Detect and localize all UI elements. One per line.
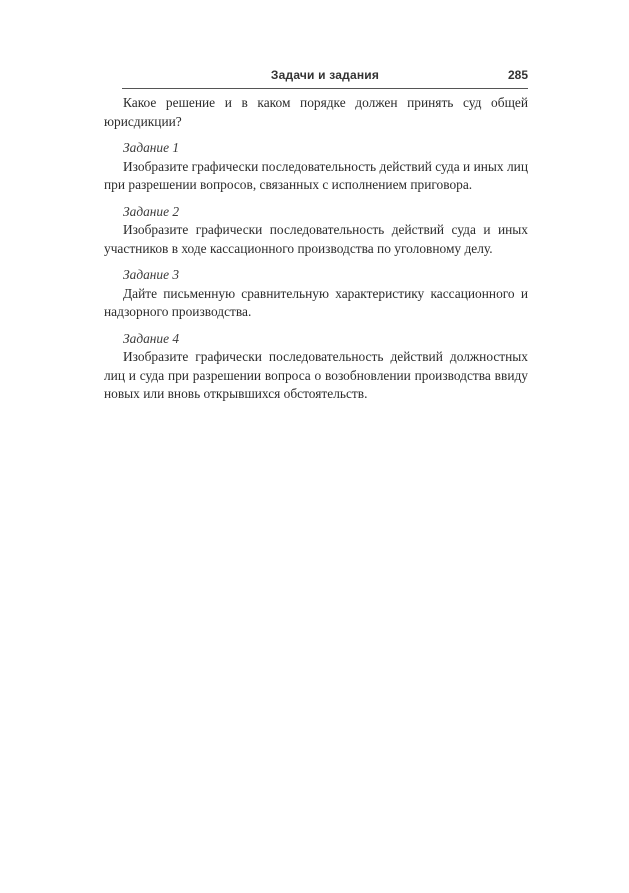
task-title: Задание 3 <box>123 267 180 282</box>
task-2 <box>104 203 528 259</box>
header-title: Задачи и задания <box>270 68 380 82</box>
task-text: Изобразите графически последовательность действий суда и иных лиц при разрешении вопросов, связанных с исполнением приговора. <box>104 158 528 192</box>
task-title: Задание 2 <box>123 203 180 219</box>
task-text: Изобразите графически последовательность действий должностных лиц и суда при разрешении вопроса о возобновлении производства ввиду новых или вновь открывшихся обстоятельств. <box>104 349 528 401</box>
task-title: Задание 1 <box>123 140 180 155</box>
task-4 <box>104 330 528 404</box>
task-text: Дайте письменную сравнительную характеристику кассационного и надзорного производства. <box>104 285 528 319</box>
page-content <box>104 94 528 404</box>
task-title: Задание 4 <box>123 330 180 346</box>
task-3 <box>104 266 528 322</box>
intro-paragraph: Какое решение и в каком порядке должен принять суд общей юрисдикции? <box>104 95 528 129</box>
task-1 <box>104 139 528 195</box>
task-text: Изобразите графически последовательность действий суда и иных участников в ходе кассационного производства по уголовному делу. <box>104 222 528 256</box>
page-number: 285 <box>507 68 528 82</box>
running-header <box>122 68 528 89</box>
